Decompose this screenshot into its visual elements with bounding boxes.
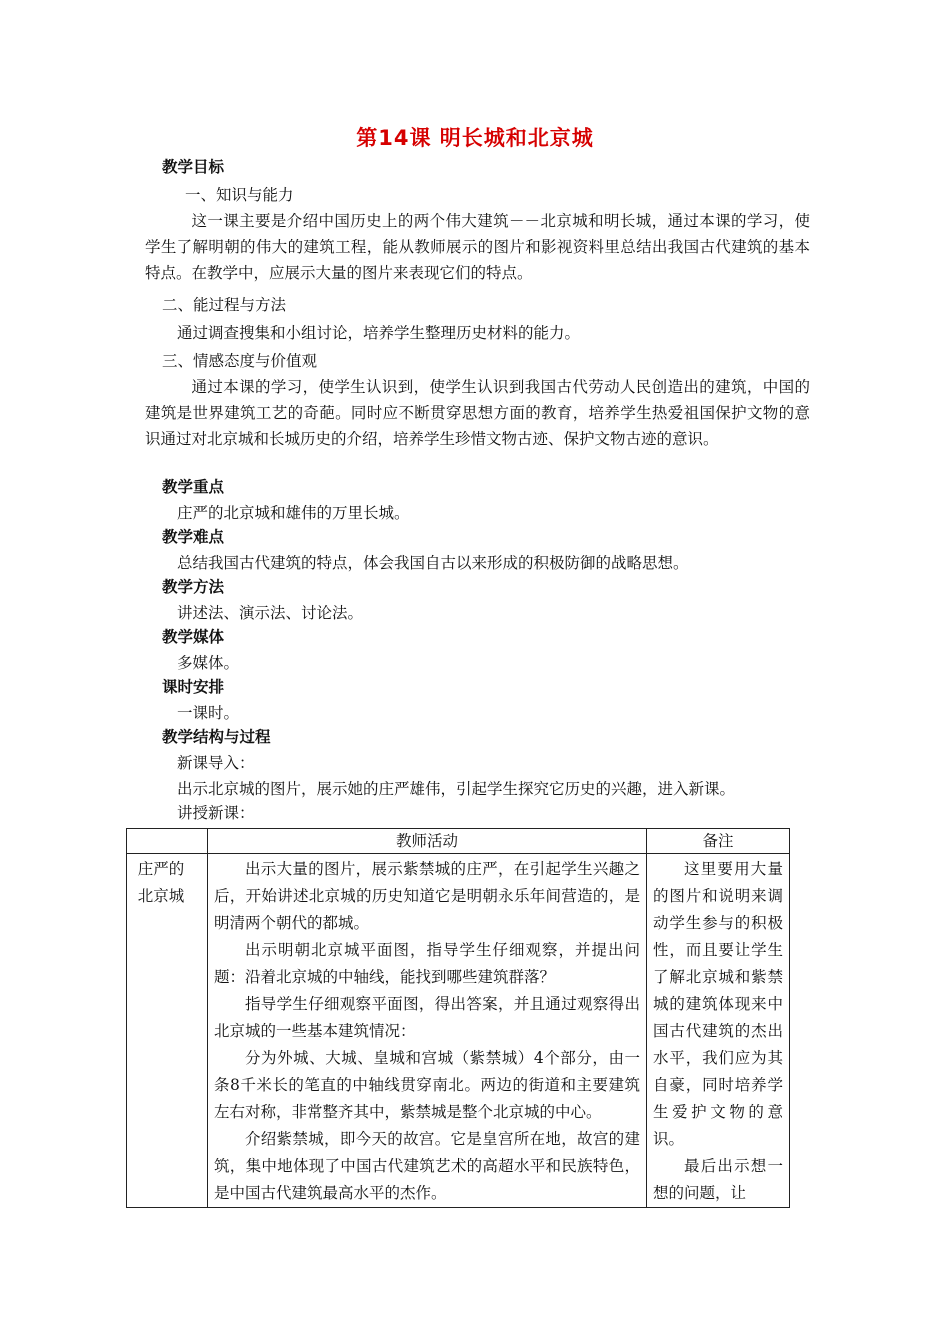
attitude-paragraph: 通过本课的学习，使学生认识到，使学生认识到我国古代劳动人民创造出的建筑，中国的建筑是世界建筑工艺的奇葩。同时应不断贯穿思想方面的教育，培养学生热爱祖国保护文物的意识通过对北京城和长城历史的介绍，培养学生珍惜文物古迹、保护文物古迹的意识。 [145,378,810,448]
method-text: 讲述法、演示法、讨论法。 [177,604,364,622]
table-header-cell: 备注 [647,829,790,854]
difficulty-text: 总结我国古代建筑的特点，体会我国自古以来形成的积极防御的战略思想。 [177,554,689,572]
activity-paragraph: 出示明朝北京城平面图，指导学生仔细观察，并提出问题：沿着北京城的中轴线，能找到哪些建筑群落？ [214,941,640,986]
method-heading: 教学方法 [162,578,225,596]
activity-paragraph: 指导学生仔细观察平面图，得出答案，并且通过观察得出北京城的一些基本建筑情况： [214,995,640,1040]
knowledge-paragraph: 这一课主要是介绍中国历史上的两个伟大建筑－－北京城和明长城，通过本课的学习，使学生了解明朝的伟大的建筑工程，能从教师展示的图片和影视资料里总结出我国古代建筑的基本特点。在教学中，应展示大量的图片来表现它们的特点。 [145,212,810,282]
table-row [127,854,790,1208]
topic-text: 庄严的北京城 [137,860,185,905]
table-header-row [127,829,790,854]
attitude-heading: 三、情感态度与价值观 [162,352,318,370]
key-heading: 教学重点 [162,478,225,496]
table-header-cell [127,829,208,854]
schedule-heading: 课时安排 [162,678,225,696]
structure-heading: 教学结构与过程 [162,728,271,746]
table-header-cell: 教师活动 [208,829,647,854]
notes-paragraph: 最后出示想一想的问题，让 [653,1157,783,1202]
lesson-table [126,828,790,1208]
activity-cell [208,854,647,1208]
activity-paragraph: 分为外城、大城、皇城和宫城（紫禁城）4个部分，由一条8千米长的笔直的中轴线贯穿南北。两边的街道和主要建筑左右对称，非常整齐其中，紫禁城是整个北京城的中心。 [214,1049,640,1121]
intro-text: 出示北京城的图片，展示她的庄严雄伟，引起学生探究它历史的兴趣，进入新课。 [177,780,736,798]
process-heading: 二、能过程与方法 [162,296,287,314]
intro-label: 新课导入： [177,754,255,772]
difficulty-heading: 教学难点 [162,528,225,546]
notes-cell [647,854,790,1208]
new-lesson-label: 讲授新课： [177,804,255,822]
process-paragraph: 通过调查搜集和小组讨论，培养学生整理历史材料的能力。 [177,324,581,342]
objectives-heading: 教学目标 [162,158,225,176]
activity-paragraph: 出示大量的图片，展示紫禁城的庄严，在引起学生兴趣之后，开始讲述北京城的历史知道它是明朝永乐年间营造的，是明清两个朝代的都城。 [214,860,640,932]
media-heading: 教学媒体 [162,628,225,646]
topic-cell [127,854,208,1208]
knowledge-heading: 一、知识与能力 [185,186,294,204]
key-text: 庄严的北京城和雄伟的万里长城。 [177,504,410,522]
notes-paragraph: 这里要用大量的图片和说明来调动学生参与的积极性，而且要让学生了解北京城和紫禁城的建筑体现来中国古代建筑的杰出水平，我们应为其自豪，同时培养学生爱护文物的意识。 [653,860,783,1148]
activity-paragraph: 介绍紫禁城，即今天的故宫。它是皇宫所在地，故宫的建筑，集中地体现了中国古代建筑艺术的高超水平和民族特色，是中国古代建筑最高水平的杰作。 [214,1130,640,1202]
schedule-text: 一课时。 [177,704,240,722]
media-text: 多媒体。 [177,654,240,672]
lesson-title: 第14课 明长城和北京城 [356,126,594,150]
